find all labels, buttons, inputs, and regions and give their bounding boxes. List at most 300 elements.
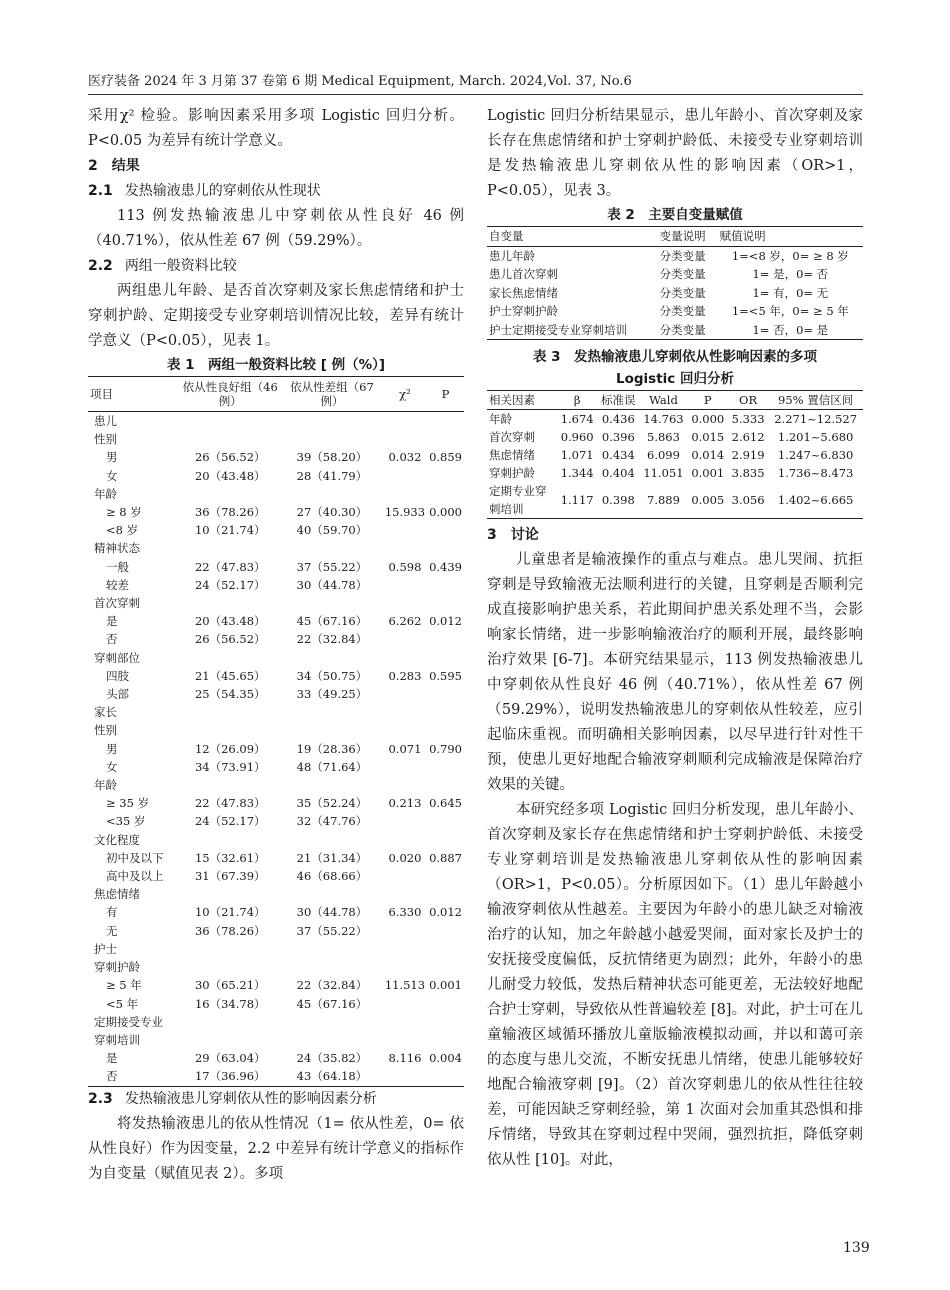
table-cell: 1= 有，0= 无: [752, 285, 829, 300]
table-cell-good: 16（34.78）: [194, 996, 266, 1011]
table-row: [88, 503, 464, 521]
table-header-row: [88, 377, 464, 412]
subsection-number: 2.3: [88, 1090, 113, 1107]
table-cell-good: 31（67.39）: [194, 869, 266, 884]
table-cell-poor: 24（35.82）: [296, 1051, 368, 1066]
table-cell-poor: [281, 831, 383, 849]
table-row: [487, 321, 863, 340]
table-cell-chi: [383, 539, 427, 557]
table-cell-poor: 46（68.66）: [296, 869, 368, 884]
table-cell-chi: [383, 1031, 427, 1049]
table-cell-p: [427, 1067, 464, 1086]
table-cell-good: [179, 1013, 281, 1031]
table-cell-chi: [383, 867, 427, 885]
table-cell-poor: [281, 885, 383, 903]
table-cell-good: 22（47.83）: [194, 559, 266, 574]
table-row: [88, 794, 464, 812]
table-cell-good: [179, 721, 281, 739]
table-cell-item: 有: [106, 905, 118, 920]
table-cell-chi: 0.032: [388, 450, 422, 465]
table-cell: 分类变量: [659, 248, 706, 263]
table-cell-good: 17（36.96）: [179, 1067, 281, 1086]
table-cell-p: [427, 831, 464, 849]
table-cell-item: 焦虑情绪: [94, 887, 140, 902]
table-cell: 1= 否，0= 是: [718, 321, 863, 340]
table-cell-chi: [383, 649, 427, 667]
table-row: [487, 428, 863, 446]
table-header-cell: P: [427, 377, 464, 412]
subsection-title: 发热输液患儿的穿刺依从性现状: [124, 183, 321, 199]
header-rule: [88, 94, 863, 95]
table-cell-good: [179, 776, 281, 794]
table-cell-chi: [383, 1013, 427, 1031]
table-cell-item: 否: [106, 632, 118, 647]
table-cell-chi: [383, 940, 427, 958]
table-cell: 年龄: [489, 412, 512, 426]
table-cell-chi: [383, 812, 427, 830]
table-row: [88, 558, 464, 576]
table-cell-poor: [281, 649, 383, 667]
table-cell: 5.333: [731, 412, 765, 426]
table-cell-p: [427, 539, 464, 557]
table-cell: 0.000: [691, 412, 725, 426]
table-row: [88, 776, 464, 794]
table-cell-poor: [281, 940, 383, 958]
table3-caption-line1: 表 3 发热输液患儿穿刺依从性影响因素的多项: [532, 349, 818, 365]
table-cell-item: <8 岁: [106, 523, 139, 538]
table-cell-p: [427, 430, 464, 448]
table-header-cell: 标准误: [597, 391, 639, 410]
table-cell-chi: [383, 467, 427, 485]
table-row: [88, 940, 464, 958]
subsection-title: 两组一般资料比较: [124, 258, 237, 274]
table-cell-chi: [383, 594, 427, 612]
table-row: [88, 649, 464, 667]
table-cell-item: <35 岁: [106, 814, 146, 829]
table-cell: 0.404: [601, 466, 635, 480]
table-cell: 0.434: [601, 448, 635, 462]
table-cell-good: 21（45.65）: [194, 668, 266, 683]
table-row: [88, 485, 464, 503]
table-cell: 分类变量: [658, 321, 718, 340]
table-row: [88, 667, 464, 685]
table-row: [88, 812, 464, 830]
table-cell: 1=<5 年，0= ≥ 5 年: [731, 304, 849, 318]
table-header-cell: 自变量: [487, 227, 658, 247]
table-cell-p: 0.000: [429, 505, 462, 520]
table-cell-good: 34（73.91）: [194, 759, 266, 774]
table-cell-item: 女: [106, 759, 118, 774]
table-cell: 首次穿刺: [489, 430, 535, 444]
table-row: [88, 867, 464, 885]
table3: [487, 390, 863, 519]
table-cell-item: 年龄: [94, 778, 117, 793]
table-cell-poor: 28（41.79）: [296, 468, 368, 483]
table-cell-good: [179, 412, 281, 431]
table-cell-good: 20（43.48）: [194, 614, 266, 629]
table-cell: 1= 是，0= 否: [752, 267, 829, 281]
running-header: 医疗装备 2024 年 3 月第 37 卷第 6 期 Medical Equipment, March. 2024,Vol. 37, No.6: [88, 74, 632, 89]
table-cell-chi: 6.330: [388, 905, 422, 920]
table-cell-chi: [383, 630, 427, 648]
table-cell-p: 0.595: [429, 668, 462, 683]
table-cell-p: [427, 485, 464, 503]
table-cell: 14.763: [643, 412, 684, 426]
table-row: [487, 265, 863, 284]
table-cell: 0.436: [601, 412, 635, 426]
table-cell: 7.889: [639, 482, 687, 519]
table-cell-p: [427, 576, 464, 594]
table-cell-good: [179, 958, 281, 976]
table-header-cell: 相关因素: [487, 391, 557, 410]
intro-paragraph: 采用χ² 检验。影响因素采用多项 Logistic 回归分析。P<0.05 为差异有统计学意义。: [88, 108, 464, 149]
table-cell-chi: [383, 758, 427, 776]
table-cell-poor: 40（59.70）: [296, 523, 368, 538]
subsection-2-2-heading: [88, 254, 464, 279]
table-cell-item: 穿刺护龄: [94, 960, 140, 975]
right-column: [487, 104, 863, 1173]
table-cell-p: 0.012: [429, 905, 462, 920]
table-cell-chi: [383, 995, 427, 1013]
table-row: [88, 467, 464, 485]
table-cell-good: [179, 703, 281, 721]
table-row: [88, 1067, 464, 1086]
table-cell-poor: 45（67.16）: [296, 996, 368, 1011]
table-cell-item: 患儿: [94, 414, 117, 428]
table-cell-poor: 37（55.22）: [296, 559, 368, 574]
table-cell: 2.919: [731, 448, 765, 462]
table-cell: 分类变量: [659, 304, 706, 318]
table-cell-p: [427, 940, 464, 958]
table-cell-poor: [281, 1031, 383, 1049]
table-cell-chi: [383, 685, 427, 703]
table-row: [88, 849, 464, 867]
table-header-row: [487, 391, 863, 410]
table-cell-chi: [383, 703, 427, 721]
table-cell-poor: 22（32.84）: [296, 632, 368, 647]
table-cell: 0.960: [560, 430, 594, 444]
table-cell-chi: [383, 776, 427, 794]
table-cell-chi: 0.598: [388, 559, 422, 574]
table-header-cell: 依从性良好组（46 例）: [179, 377, 281, 412]
table-row: [487, 302, 863, 321]
table-cell-poor: 43（64.18）: [281, 1067, 383, 1086]
paragraph-2-1: 113 例发热输液患儿中穿刺依从性良好 46 例（40.71%），依从性差 67 例（59.29%）。: [88, 208, 464, 249]
table-cell-item: 护士: [94, 941, 117, 956]
table-cell-item: 无: [106, 923, 118, 938]
table-row: [88, 758, 464, 776]
table-cell-good: 36（78.26）: [194, 505, 266, 520]
table-cell-p: [427, 630, 464, 648]
table-row: [88, 831, 464, 849]
table-cell: 2.271~12.527: [774, 412, 858, 426]
table-cell-p: [427, 758, 464, 776]
table-row: [88, 430, 464, 448]
table-cell-poor: 45（67.16）: [296, 614, 368, 629]
table-cell: 0.398: [597, 482, 639, 519]
table-cell: 1=<8 岁，0= ≥ 8 岁: [731, 248, 849, 263]
table-cell-item: 是: [106, 614, 118, 629]
table-cell: 焦虑情绪: [489, 448, 535, 462]
table-cell-item: 家长: [94, 705, 117, 720]
table-cell: 2.612: [731, 430, 765, 444]
table-cell-item: 性别: [94, 723, 117, 738]
paragraph-logistic-result: Logistic 回归分析结果显示，患儿年龄小、首次穿刺及家长存在焦虑情绪和护士穿刺护龄低、未接受专业穿刺培训是发热输液患儿穿刺依从性的影响因素（OR>1，P<0.05），见表 3。: [487, 108, 863, 199]
table-cell-p: [427, 867, 464, 885]
table-cell-good: [179, 485, 281, 503]
table-cell: 护士穿刺护龄: [489, 304, 558, 318]
table-cell-p: 0.887: [429, 850, 462, 865]
table-header-cell: OR: [728, 391, 768, 410]
table-header-cell: P: [688, 391, 728, 410]
table-cell-chi: [383, 521, 427, 539]
table-cell: 3.056: [728, 482, 768, 519]
table-row: [88, 721, 464, 739]
table-cell-p: [427, 812, 464, 830]
table-cell-item: 年龄: [94, 486, 117, 501]
table-row: [88, 958, 464, 976]
table-cell-good: [179, 831, 281, 849]
table-cell-p: 0.439: [429, 559, 462, 574]
table-cell-chi: [383, 485, 427, 503]
paragraph-2-3: 将发热输液患儿的依从性情况（1= 依从性差，0= 依从性良好）作为因变量，2.2 中差异有统计学意义的指标作为自变量（赋值见表 2）。多项: [88, 1115, 464, 1182]
table-cell-chi: [383, 412, 427, 431]
table3-caption-line2: Logistic 回归分析: [616, 371, 734, 387]
table-row: [88, 594, 464, 612]
table-row: [88, 922, 464, 940]
table-cell-p: 0.645: [429, 796, 462, 811]
table-cell-poor: [281, 412, 383, 431]
table-row: [88, 1031, 464, 1049]
table-cell-good: [179, 649, 281, 667]
table-cell-p: 0.004: [429, 1051, 462, 1066]
table-cell-good: [179, 885, 281, 903]
table-cell: 1.247~6.830: [777, 448, 854, 462]
table-cell-poor: 21（31.34）: [296, 850, 368, 865]
table-cell-poor: 37（55.22）: [296, 923, 368, 938]
table-cell-poor: [281, 594, 383, 612]
table-cell: 家长焦虑情绪: [489, 285, 558, 300]
table-cell-poor: [281, 485, 383, 503]
table-cell: 0.005: [688, 482, 728, 519]
table-row: [88, 740, 464, 758]
table1-caption: 表 1 两组一般资料比较 [ 例（%）]: [166, 357, 386, 373]
table-cell-p: 0.001: [429, 978, 462, 993]
table-cell: 0.396: [601, 430, 635, 444]
table-cell-item: 男: [106, 450, 118, 465]
table-cell-item: 初中及以下: [106, 850, 164, 865]
table-header-cell: 95% 置信区间: [768, 391, 863, 410]
table-cell-good: 25（54.35）: [194, 687, 266, 702]
table-cell-item: 男: [106, 741, 118, 756]
table-cell-p: [427, 885, 464, 903]
section-results-heading: 2 结果: [88, 158, 140, 174]
page-number: 139: [843, 1240, 870, 1256]
table-cell-item: 定期接受专业: [94, 1014, 163, 1029]
table-row: [88, 885, 464, 903]
table-cell-item: 否: [88, 1067, 179, 1086]
table-cell-p: [427, 958, 464, 976]
table-cell: 5.863: [647, 430, 680, 444]
table-cell-chi: [383, 430, 427, 448]
table-cell: 分类变量: [659, 285, 706, 300]
table-cell: 1.402~6.665: [768, 482, 863, 519]
table-cell-item: 穿刺培训: [94, 1032, 140, 1047]
table-cell-poor: 48（71.64）: [296, 759, 368, 774]
table-cell-chi: 8.116: [388, 1051, 422, 1066]
table-row: [88, 448, 464, 466]
table-cell-chi: 0.213: [388, 796, 422, 811]
table1: [88, 376, 464, 1087]
table-cell-p: [427, 467, 464, 485]
table-cell-poor: 30（44.78）: [296, 905, 368, 920]
table-cell-good: [179, 940, 281, 958]
table-cell-p: [427, 685, 464, 703]
table-cell-good: 20（43.48）: [194, 468, 266, 483]
table-cell: 3.835: [731, 466, 765, 480]
table-cell-item: 一般: [106, 559, 129, 574]
table-cell-item: 精神状态: [94, 541, 140, 556]
table-cell-item: 性别: [94, 432, 117, 447]
paragraph-2-2: 两组患儿年龄、是否首次穿刺及家长焦虑情绪和护士穿刺护龄、定期接受专业穿刺培训情况比较，差异有统计学意义（P<0.05），见表 1。: [88, 283, 464, 349]
table-row: [88, 576, 464, 594]
discussion-paragraph-2: 本研究经多项 Logistic 回归分析发现，患儿年龄小、首次穿刺及家长存在焦虑情绪和护士穿刺护龄低、未接受专业穿刺培训是发热输液患儿穿刺依从性的影响因素（OR>1，P<0.05）。分析原因如下。（1）患儿年龄越小输液穿刺依从性越差。主要因为年龄小的患儿缺乏对输液治疗的认知，加之年龄越小越爱哭闹，面对家长及护士的安抚接受度偏低，反抗情绪更为剧烈；此外，年龄小的患儿耐受力较低，发热后精神状态可能更差，无法较好地配合护士穿刺，导致依从性普遍较差 [8]。对此，护士可在儿童输液区域循环播放儿童版输液模拟动画，并以和蔼可亲的态度与患儿交流，不断安抚患儿情绪，使患儿能够较好地配合输液穿刺 [9]。（2）首次穿刺患儿的依从性往往较差，可能因缺乏穿刺经验，第 1 次面对会加重其恐惧和排斥情绪，导致其在穿刺过程中哭闹，强烈抗拒，降低穿刺依从性 [10]。对此，: [487, 802, 863, 1168]
table-cell-chi: 0.020: [388, 850, 422, 865]
table-cell-chi: [383, 1067, 427, 1086]
table-cell-p: [427, 521, 464, 539]
table-cell-good: 30（65.21）: [194, 978, 266, 993]
table-cell-p: 0.012: [429, 614, 462, 629]
table-row: [487, 246, 863, 265]
table-row: [88, 1049, 464, 1067]
table-cell-item: 文化程度: [94, 832, 140, 847]
table-cell-chi: 0.283: [388, 668, 422, 683]
table-row: [88, 1013, 464, 1031]
left-column: [88, 104, 464, 1187]
table2-caption: 表 2 主要自变量赋值: [607, 207, 743, 223]
table-cell: 1.117: [557, 482, 597, 519]
table-cell-poor: [281, 776, 383, 794]
table-cell-good: 10（21.74）: [194, 523, 266, 538]
table-cell: 11.051: [643, 466, 684, 480]
table-cell-p: [427, 649, 464, 667]
subsection-2-3-heading: [88, 1087, 464, 1112]
table-cell-chi: 6.262: [388, 614, 422, 629]
table-row: [487, 410, 863, 429]
table-cell-item: <5 年: [106, 996, 139, 1011]
table-cell-poor: [281, 539, 383, 557]
section-discussion-heading: 3 讨论: [487, 527, 539, 543]
table-cell-good: 22（47.83）: [194, 796, 266, 811]
table-header-cell: 变量说明: [658, 227, 718, 247]
table-cell-p: [427, 594, 464, 612]
table-row: [88, 703, 464, 721]
table-cell: 0.014: [691, 448, 725, 462]
table-cell: 0.001: [691, 466, 725, 480]
table-header-cell: 赋值说明: [718, 227, 863, 247]
table-cell-good: 24（52.17）: [194, 577, 266, 592]
table-row: [88, 685, 464, 703]
table-cell: 0.015: [691, 430, 725, 444]
table-cell-good: 36（78.26）: [194, 923, 266, 938]
table-cell: 患儿首次穿刺: [489, 267, 558, 281]
table-row: [88, 612, 464, 630]
table-cell-p: [427, 995, 464, 1013]
table-cell-poor: 22（32.84）: [296, 978, 368, 993]
table-row: [487, 446, 863, 464]
table-cell-poor: 27（40.30）: [296, 505, 368, 520]
table-cell-poor: 35（52.24）: [296, 796, 368, 811]
table-cell-good: 26（56.52）: [194, 632, 266, 647]
table-cell-poor: 33（49.25）: [296, 687, 368, 702]
table-row: [88, 412, 464, 431]
table-cell-item: ≥ 35 岁: [106, 796, 150, 811]
table-cell-chi: [383, 831, 427, 849]
table-row: [88, 539, 464, 557]
table-cell-item: 女: [106, 468, 118, 483]
table-cell-p: [427, 922, 464, 940]
table-row: [88, 903, 464, 921]
table-cell-p: 0.859: [429, 450, 462, 465]
table3-caption: [487, 346, 863, 390]
table-cell-chi: [383, 721, 427, 739]
table-cell-poor: 32（47.76）: [296, 814, 368, 829]
table-cell-good: 29（63.04）: [194, 1051, 266, 1066]
table-header-cell: χ²: [383, 377, 427, 412]
table-cell-item: 较差: [106, 577, 129, 592]
table-row: [88, 995, 464, 1013]
table-cell-item: 四肢: [106, 668, 129, 683]
table-cell: 1.736~8.473: [777, 466, 854, 480]
table-cell-item: 穿刺部位: [94, 650, 140, 665]
table-cell-poor: 39（58.20）: [296, 450, 368, 465]
table-cell-good: [179, 430, 281, 448]
table-cell: 穿刺护龄: [489, 466, 535, 480]
table-cell-poor: 34（50.75）: [296, 668, 368, 683]
table-cell-poor: [281, 1013, 383, 1031]
table-cell: 患儿年龄: [489, 248, 535, 263]
table-header-cell: 项目: [88, 377, 179, 412]
table-row: [487, 284, 863, 303]
table-cell-good: 10（21.74）: [194, 905, 266, 920]
table-cell-good: 15（32.61）: [194, 850, 266, 865]
table-cell-chi: [383, 576, 427, 594]
table-cell-poor: [281, 703, 383, 721]
table-cell-item: 首次穿刺: [94, 596, 140, 611]
table-cell-p: 0.790: [429, 741, 462, 756]
subsection-2-1-heading: [88, 179, 464, 204]
table-cell: 1.071: [560, 448, 594, 462]
table-cell-good: 26（56.52）: [194, 450, 266, 465]
table-cell: 1.344: [560, 466, 594, 480]
table-cell-good: 24（52.17）: [194, 814, 266, 829]
table-cell: 1.674: [560, 412, 594, 426]
table-header-cell: β: [557, 391, 597, 410]
table-cell-chi: [383, 958, 427, 976]
table-cell-p: [427, 776, 464, 794]
table-row: [88, 630, 464, 648]
subsection-title: 发热输液患儿穿刺依从性的影响因素分析: [124, 1090, 377, 1107]
table-header-cell: 依从性差组（67 例）: [281, 377, 383, 412]
table-cell-chi: [383, 922, 427, 940]
table-row: [487, 464, 863, 482]
table-cell-item: 是: [106, 1051, 118, 1066]
table-row: [487, 482, 863, 519]
table-cell-p: [427, 1013, 464, 1031]
table-cell: 6.099: [647, 448, 680, 462]
table-cell-p: [427, 703, 464, 721]
table-cell-p: [427, 721, 464, 739]
